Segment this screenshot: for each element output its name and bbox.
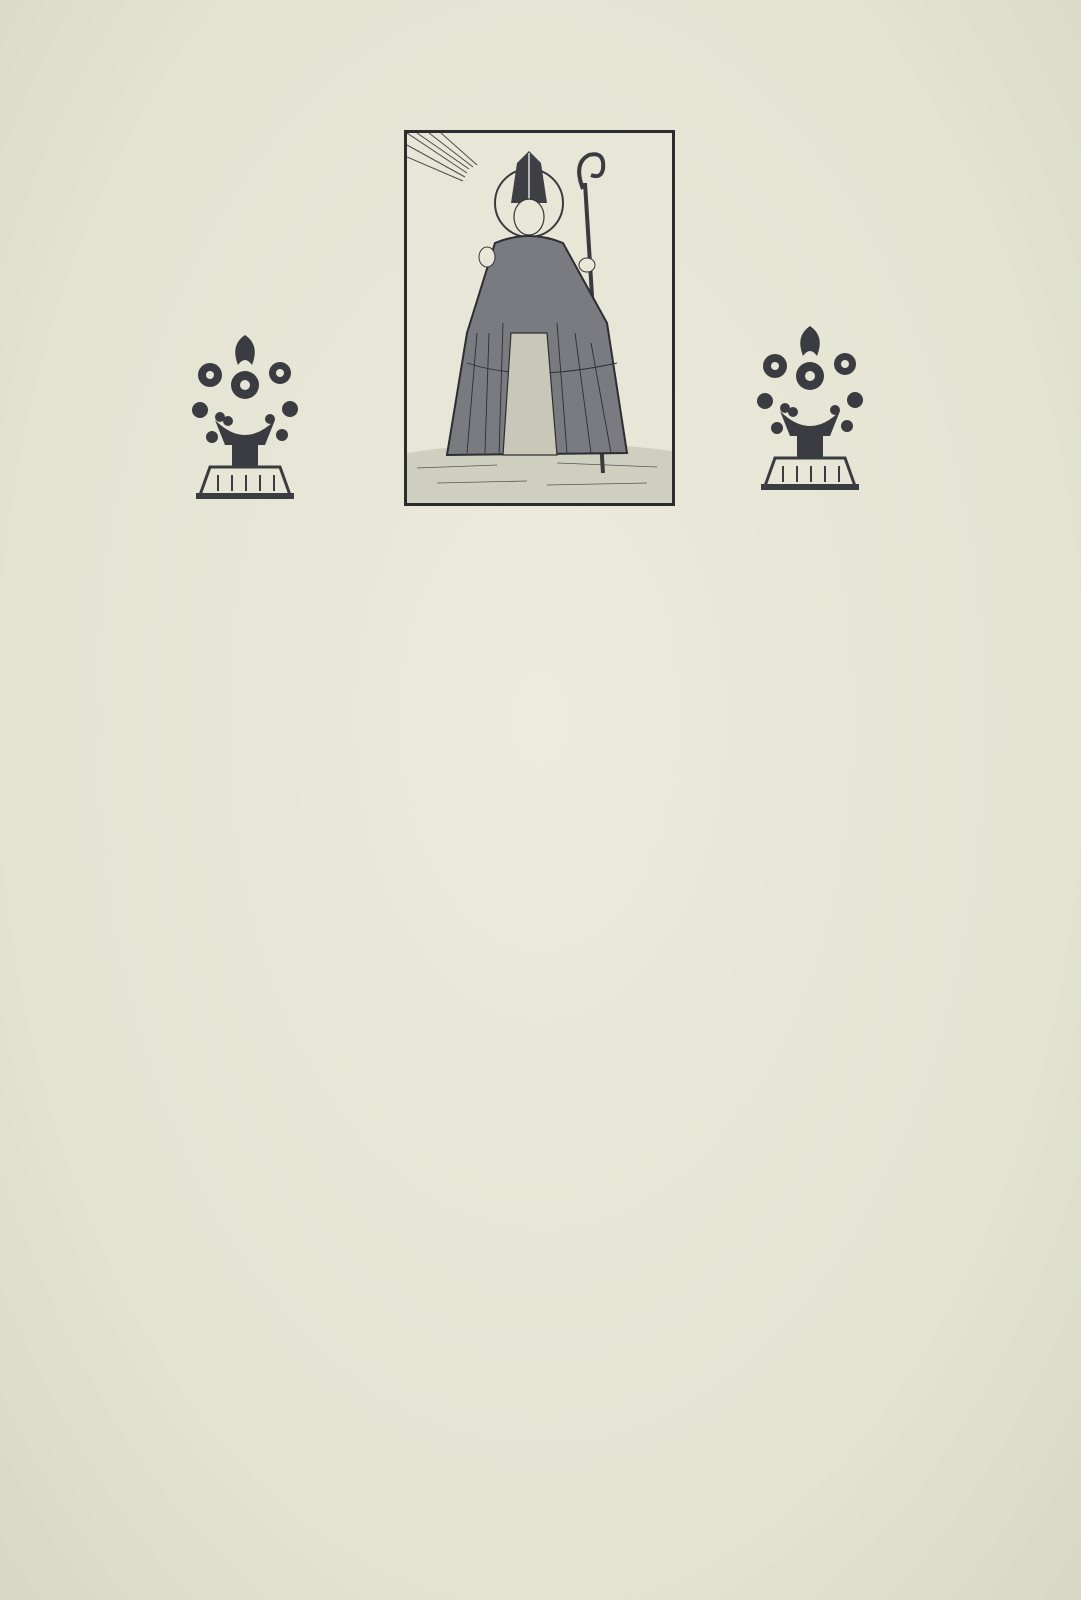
flower-vase-left-icon (170, 325, 320, 510)
bishop-figure-icon (407, 133, 672, 503)
flower-vase-right-icon (735, 318, 885, 503)
heading-goigs-en (100, 128, 400, 209)
prayer-text (104, 1343, 974, 1367)
heading-left (100, 128, 400, 192)
heading-right (675, 128, 975, 192)
saint-martin-woodcut (404, 130, 675, 506)
heading-alabansa (675, 128, 975, 209)
